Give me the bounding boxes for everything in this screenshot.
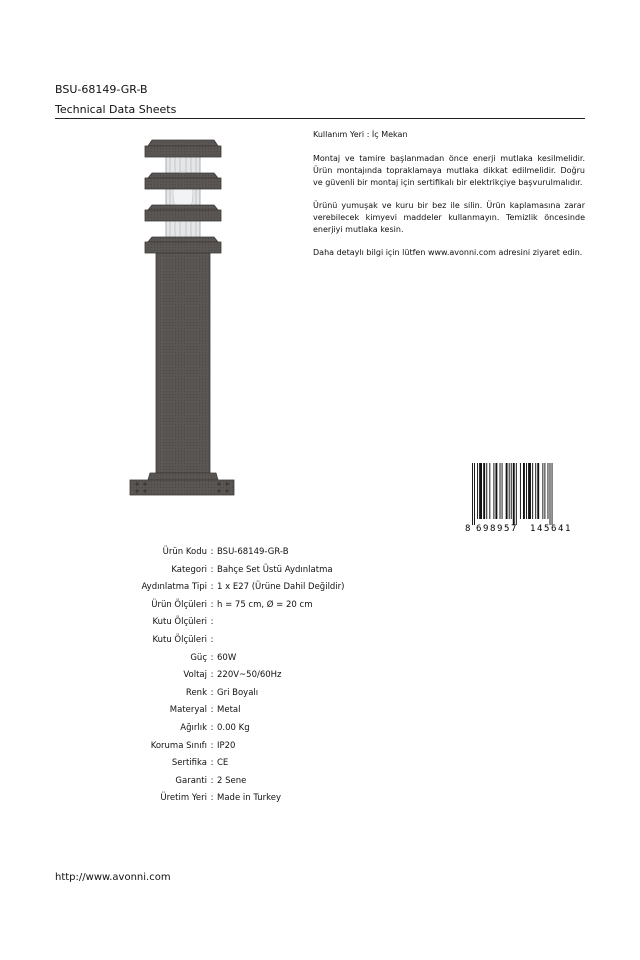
spec-value: Made in Turkey <box>217 793 281 804</box>
spec-row <box>90 614 417 632</box>
spec-label: Kutu Ölçüleri <box>152 634 207 645</box>
spec-row <box>90 702 417 720</box>
spec-value: 60W <box>217 652 237 663</box>
barcode <box>463 461 585 533</box>
spec-separator: : <box>210 687 214 698</box>
spec-row <box>90 544 417 562</box>
spec-label: Materyal <box>169 705 207 716</box>
barcode-bar <box>474 463 475 525</box>
spec-row <box>90 773 417 791</box>
spec-row <box>90 685 417 703</box>
more-info-note: Daha detaylı bilgi için lütfen www.avonni.com adresini ziyaret edin. <box>313 248 583 257</box>
spec-separator: : <box>210 564 214 575</box>
spec-label: Ağırlık <box>180 722 207 733</box>
usage-location: Kullanım Yeri : İç Mekan <box>313 130 408 139</box>
header-divider <box>55 118 585 119</box>
spec-separator: : <box>210 705 214 716</box>
spec-label: Üretim Yeri <box>160 793 207 804</box>
spec-value: IP20 <box>217 740 236 751</box>
barcode-bar <box>552 463 553 525</box>
spec-value: BSU-68149-GR-B <box>217 547 289 557</box>
barcode-bar <box>493 463 494 519</box>
spec-label: Koruma Sınıfı <box>150 740 207 751</box>
spec-value: 0.00 Kg <box>217 722 250 733</box>
spec-label: Kategori <box>171 564 207 575</box>
product-description <box>313 129 585 270</box>
barcode-bar <box>495 463 497 519</box>
spec-label: Voltaj <box>183 670 207 681</box>
barcode-bar <box>489 463 490 519</box>
barcode-digits-right: 145641 <box>529 524 573 533</box>
spec-label: Güç <box>190 652 207 663</box>
barcode-bar <box>535 463 536 519</box>
spec-separator: : <box>210 582 214 593</box>
barcode-bar <box>516 463 517 525</box>
spec-separator: : <box>210 617 214 628</box>
product-image <box>120 138 245 500</box>
spec-row <box>90 597 417 615</box>
spec-value: h = 75 cm, Ø = 20 cm <box>217 599 313 610</box>
barcode-bar <box>511 463 512 519</box>
spec-value <box>217 632 417 650</box>
spec-label: Aydınlatma Tipi <box>141 582 207 593</box>
barcode-bar <box>472 463 473 525</box>
cleaning-note: Ürünü yumuşak ve kuru bir bez ile silin. Ürün kaplamasına zarar verebilecek kimyevi maddeler kullanmayın. Temizlik öncesinde enerjiyi mutlaka kesin. <box>313 201 585 234</box>
barcode-bar <box>528 463 531 519</box>
spec-separator: : <box>210 793 214 804</box>
spec-label: Renk <box>185 687 207 698</box>
spec-value: 2 Sene <box>217 775 247 786</box>
spec-row <box>90 632 417 650</box>
barcode-bar <box>500 463 501 519</box>
barcode-bar <box>502 463 503 519</box>
spec-value: 1 x E27 (Ürüne Dahil Değildir) <box>217 582 345 593</box>
barcode-bar <box>486 463 487 519</box>
product-code-title: BSU-68149-GR-B <box>55 83 148 96</box>
barcode-bar <box>483 463 485 519</box>
barcode-bar <box>542 463 543 519</box>
spec-separator: : <box>210 670 214 681</box>
spec-row <box>90 720 417 738</box>
spec-row <box>90 738 417 756</box>
spec-row <box>90 790 417 808</box>
spec-value: 220V~50/60Hz <box>217 670 282 681</box>
spec-row <box>90 579 417 597</box>
barcode-bar <box>547 463 548 519</box>
spec-value: Bahçe Set Üstü Aydınlatma <box>217 564 333 575</box>
installation-note: Montaj ve tamire başlanmadan önce enerji mutlaka kesilmelidir. Ürün montajında topraklamaya mutlaka dikkat edilmelidir. Doğru ve güvenli bir montaj için sertifikalı bir elektrikçiye başvurulmalıdır. <box>313 154 585 187</box>
barcode-bar <box>544 463 545 519</box>
barcode-bar <box>520 463 521 519</box>
barcode-bar <box>526 463 527 519</box>
spec-separator: : <box>210 652 214 663</box>
barcode-bar <box>532 463 533 519</box>
barcode-digits-left: 698957 <box>475 524 519 533</box>
barcode-bar <box>479 463 482 519</box>
spec-separator: : <box>210 740 214 751</box>
spec-row <box>90 650 417 668</box>
spec-value <box>217 614 417 632</box>
barcode-bar <box>506 463 508 519</box>
spec-label: Ürün Ölçüleri <box>151 599 207 610</box>
barcode-digit-first: 8 <box>465 524 471 533</box>
barcode-bar <box>477 463 478 519</box>
document-header <box>55 83 585 117</box>
spec-separator: : <box>210 758 214 769</box>
spec-row <box>90 755 417 773</box>
spec-label: Ürün Kodu <box>162 547 207 557</box>
spec-value: Gri Boyalı <box>217 687 259 698</box>
spec-value: Metal <box>217 705 241 716</box>
barcode-bar <box>509 463 510 519</box>
spec-separator: : <box>210 775 214 786</box>
spec-label: Garanti <box>175 775 207 786</box>
barcode-bar <box>523 463 525 519</box>
barcode-bar <box>537 463 539 519</box>
barcode-bar <box>550 463 551 525</box>
spec-row <box>90 562 417 580</box>
barcode-bar <box>513 463 515 525</box>
spec-separator: : <box>210 599 214 610</box>
spec-label: Kutu Ölçüleri <box>152 617 207 628</box>
spec-separator: : <box>210 547 214 557</box>
document-subtitle: Technical Data Sheets <box>55 103 177 116</box>
spec-row <box>90 667 417 685</box>
spec-table <box>90 544 417 808</box>
footer-url: http://www.avonni.com <box>55 872 171 883</box>
spec-value: CE <box>217 758 229 769</box>
spec-separator: : <box>210 634 214 645</box>
spec-separator: : <box>210 722 214 733</box>
spec-label: Sertifika <box>171 758 207 769</box>
